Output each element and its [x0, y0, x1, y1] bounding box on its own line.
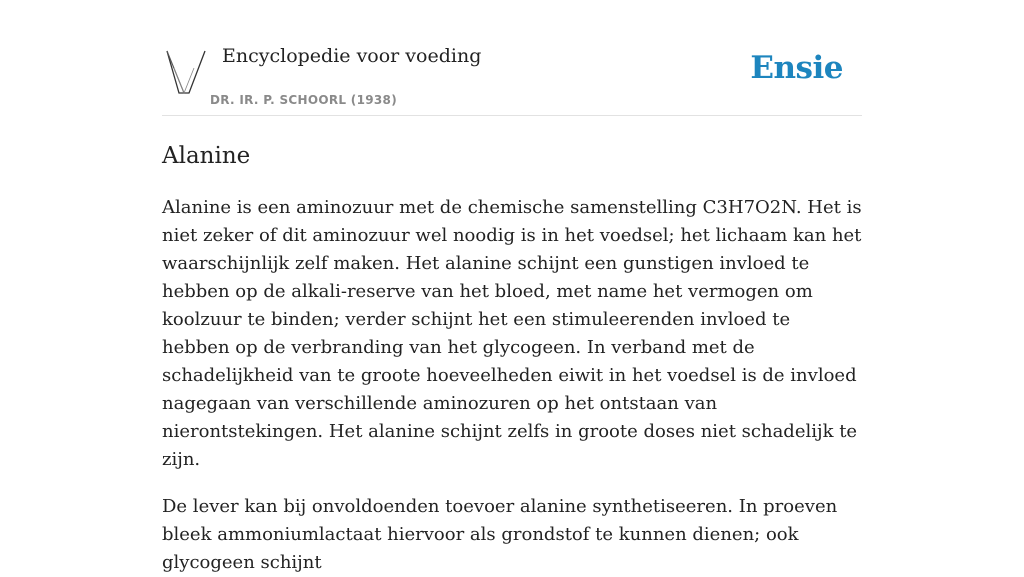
v-logo-icon[interactable]	[165, 48, 207, 96]
book-title[interactable]: Encyclopedie voor voeding	[222, 45, 482, 67]
site-header	[162, 0, 862, 116]
book-author: DR. IR. P. SCHOORL (1938)	[210, 93, 397, 107]
brand-logo-link[interactable]: Ensie	[750, 50, 843, 86]
article-paragraph: Alanine is een aminozuur met de chemische samenstelling C3H7O2N. Het is niet zeker of dit aminozuur wel noodig is in het voedsel; het lichaam kan het waarschijnlijk zelf maken. Het alanine schijnt een gunstigen invloed te hebben op de alkali-reserve van het bloed, met name het vermogen om koolzuur te binden; verder schijnt het een stimuleerenden invloed te hebben op de verbranding van het glycogeen. In verband met de schadelijkheid van te groote hoeveelheden eiwit in het voedsel is de invloed nagegaan van verschillende aminozuren op het ontstaan van nierontstekingen. Het alanine schijnt zelfs in groote doses niet schadelijk te zijn.	[162, 197, 862, 470]
article-paragraph: De lever kan bij onvoldoenden toevoer alanine synthetiseeren. In proeven bleek ammoniumlactaat hiervoor als grondstof te kunnen dienen; ook glycogeen schijnt	[162, 496, 838, 573]
article-title: Alanine	[162, 143, 251, 169]
page	[162, 0, 862, 577]
